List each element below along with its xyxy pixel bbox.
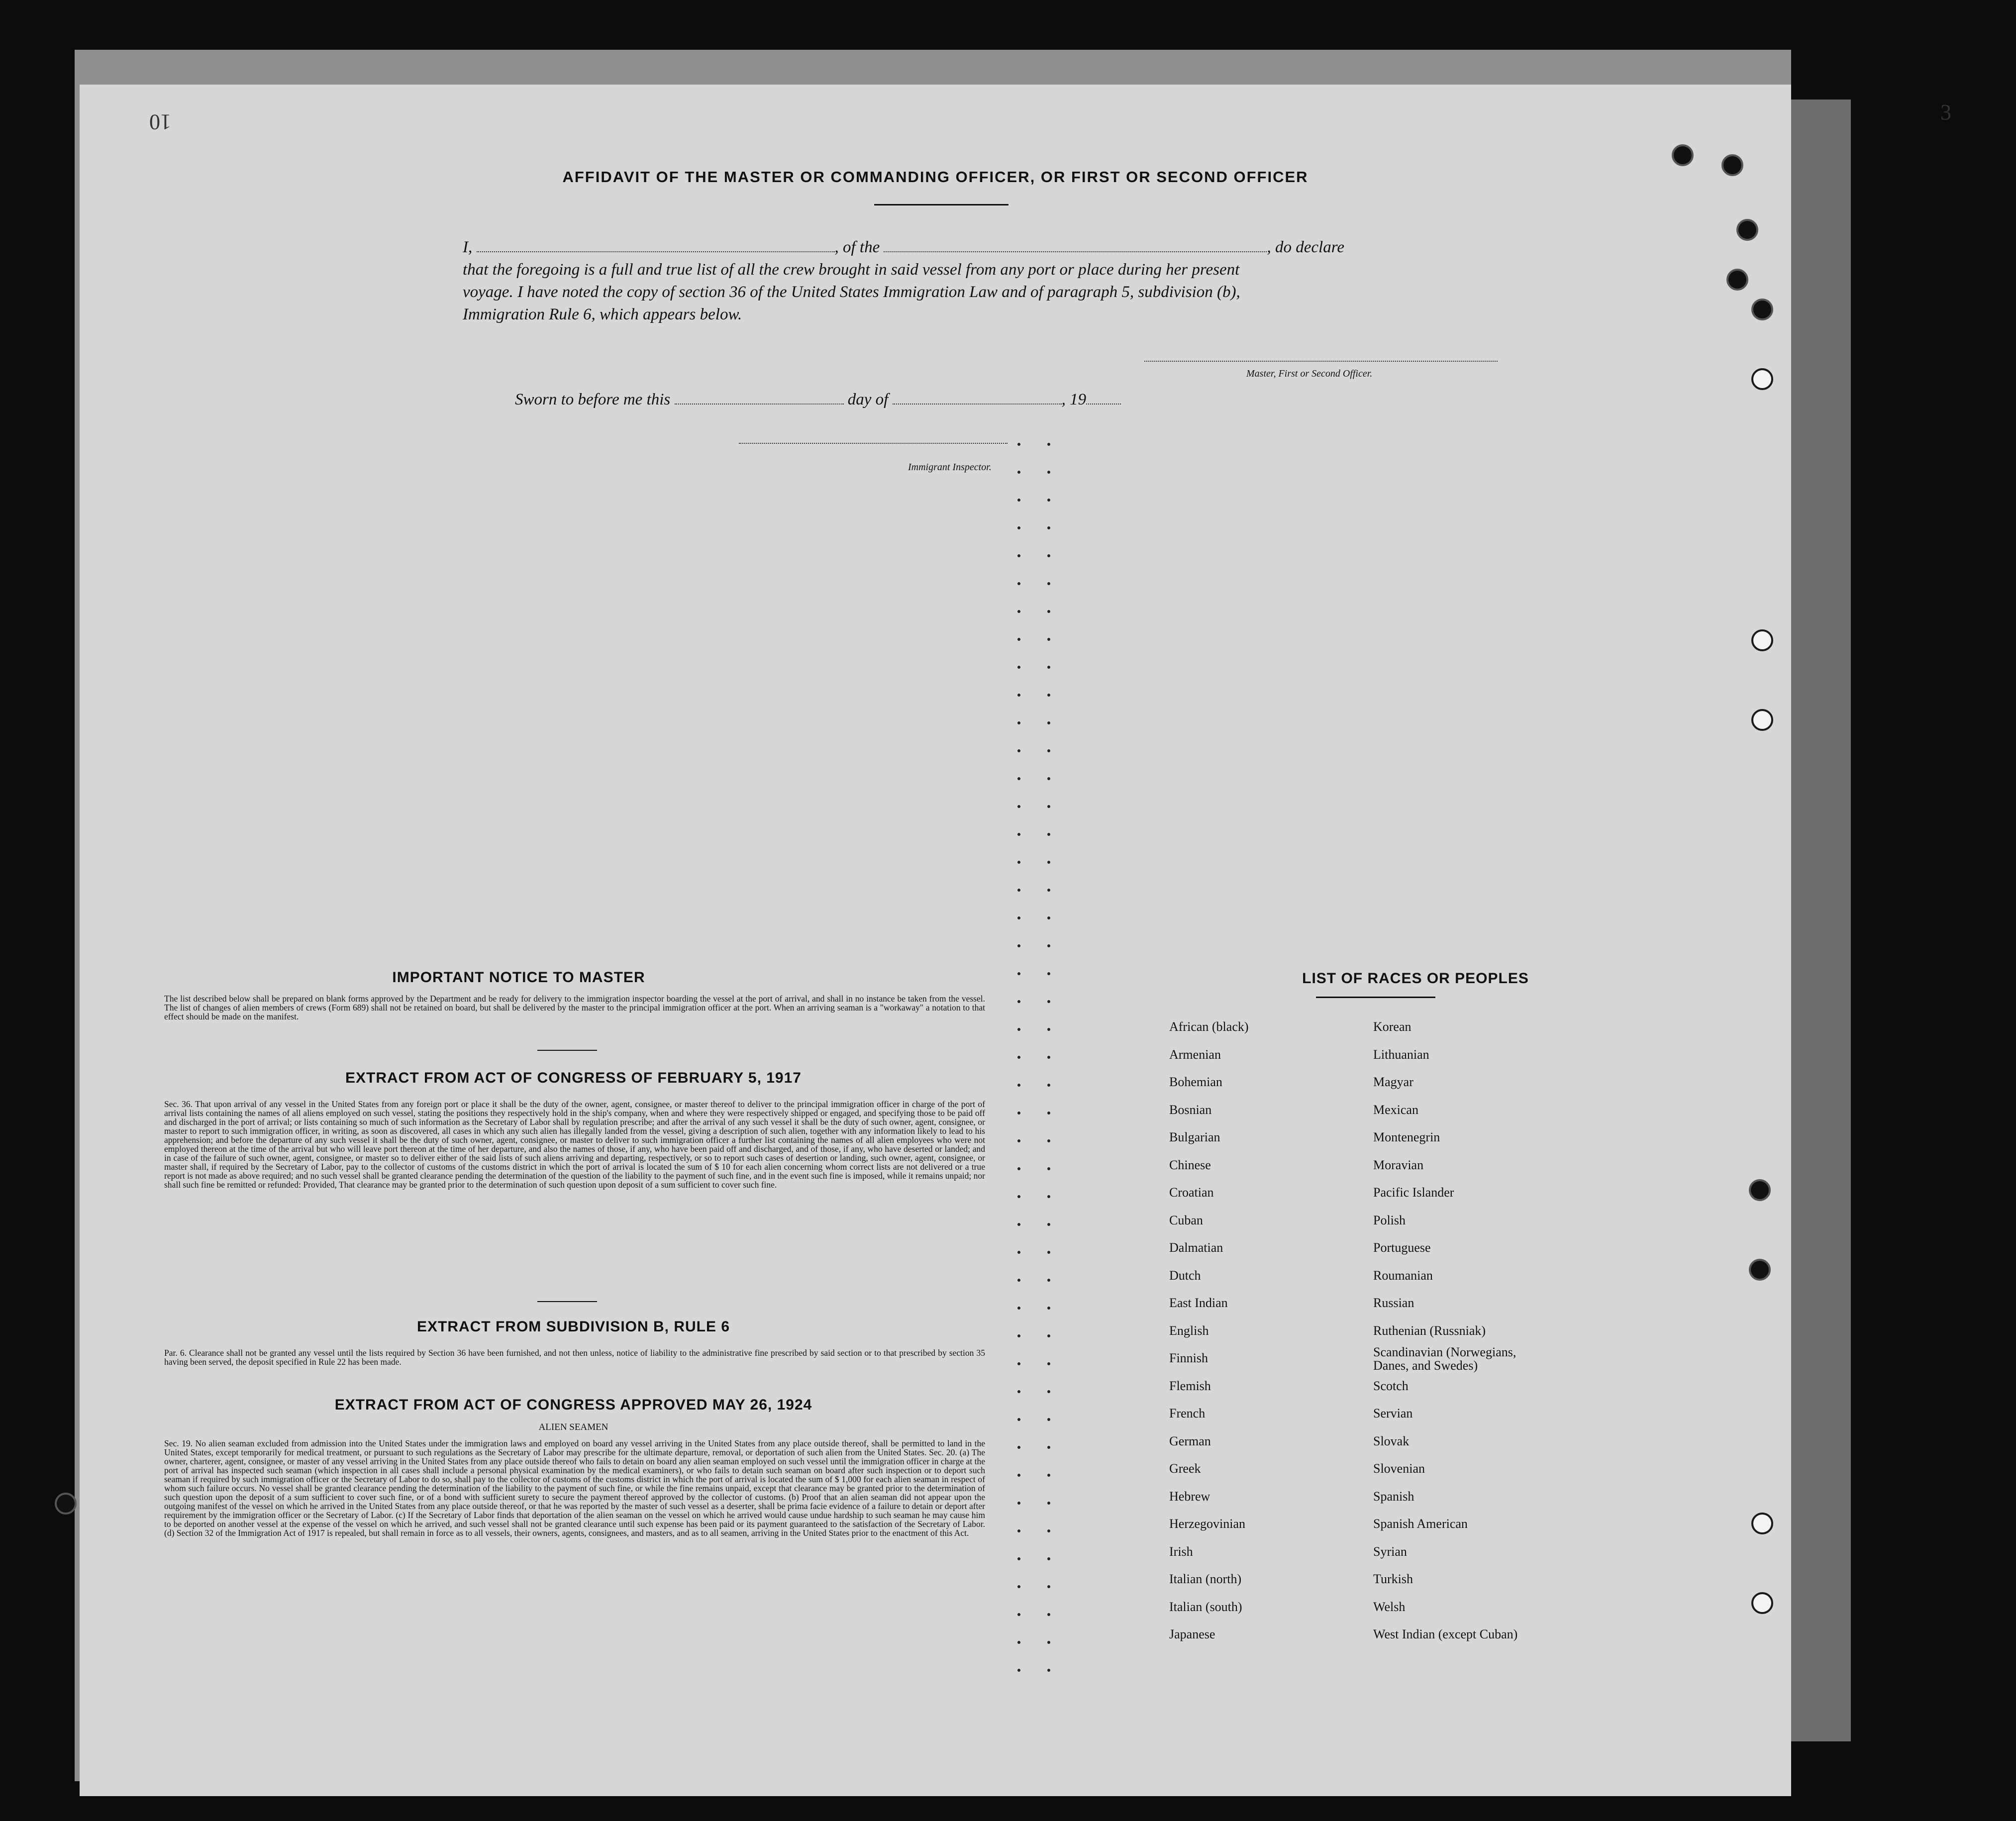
punch-hole <box>1726 269 1748 291</box>
extract-1924-title: EXTRACT FROM ACT OF CONGRESS APPROVED MAY 26, 1924 <box>334 1397 812 1413</box>
perforation-dot <box>1017 694 1020 697</box>
punch-hole <box>1751 1592 1773 1614</box>
affidavit-line-3: voyage. I have noted the copy of section 36 of the United States Immigration Law and of paragraph 5, subdivision (b), <box>463 283 1240 301</box>
affidavit-of: , of the <box>834 238 880 256</box>
race-item: Dalmatian <box>1169 1240 1223 1255</box>
perforation-dot <box>1017 1669 1020 1672</box>
punch-hole <box>1736 219 1758 241</box>
race-item: Welsh <box>1373 1599 1406 1614</box>
perforation-dot <box>1047 638 1050 641</box>
race-item: Dutch <box>1169 1268 1201 1283</box>
perforation-dot <box>1017 861 1020 864</box>
perforation-dot <box>1017 805 1020 808</box>
master-signature-line[interactable] <box>1144 361 1498 362</box>
perforation-dot <box>1017 833 1020 836</box>
affidavit-i: I, <box>463 238 473 256</box>
perforation-dot <box>1017 554 1020 557</box>
perforation-dot <box>1017 471 1020 474</box>
page-number-left: 10 <box>149 110 171 134</box>
perforation-dot <box>1047 1251 1050 1254</box>
race-item: Lithuanian <box>1373 1047 1429 1062</box>
perforation-dot <box>1047 666 1050 669</box>
rule6-body: Par. 6. Clearance shall not be granted any vessel until the lists required by Section 36 have been furnished, and not then unless, notice of liability to the administrative fine prescribed by said section or to that prescribed by section 35 having been served, the deposit specified in Rule 22 has been made. <box>164 1348 985 1367</box>
perforation-dot <box>1047 1613 1050 1616</box>
race-item: Spanish <box>1373 1489 1414 1504</box>
race-item: Chinese <box>1169 1157 1211 1172</box>
perforation-dot <box>1017 1223 1020 1226</box>
perforation-dot <box>1017 889 1020 892</box>
punch-hole <box>1751 368 1773 390</box>
race-item: Italian (north) <box>1169 1572 1242 1586</box>
race-item: Syrian <box>1373 1544 1407 1559</box>
race-item: Ruthenian (Russniak) <box>1373 1323 1486 1338</box>
perforation-dot <box>1047 1084 1050 1087</box>
perforation-dot <box>1017 1139 1020 1142</box>
perforation-dot <box>1017 1056 1020 1059</box>
perforation-dot <box>1047 499 1050 502</box>
extract-1917-title: EXTRACT FROM ACT OF CONGRESS OF FEBRUARY 5, 1917 <box>345 1070 802 1086</box>
perforation-dot <box>1047 1167 1050 1170</box>
race-item: Portuguese <box>1373 1240 1431 1255</box>
perforation-dot <box>1017 1307 1020 1310</box>
perforation-dot <box>1017 916 1020 919</box>
race-item: West Indian (except Cuban) <box>1373 1627 1518 1641</box>
day-of-text: day of <box>847 391 889 408</box>
punch-hole <box>1749 1179 1771 1201</box>
perforation-dot <box>1017 1502 1020 1505</box>
race-item: Armenian <box>1169 1047 1221 1062</box>
race-item: Russian <box>1373 1296 1414 1310</box>
race-item: Bulgarian <box>1169 1130 1220 1144</box>
perforation-dot <box>1047 554 1050 557</box>
race-item: Spanish American <box>1373 1517 1468 1531</box>
affidavit-line-1 <box>463 236 1498 258</box>
perforation-dot <box>1047 972 1050 975</box>
perforation-dot <box>1047 1362 1050 1365</box>
race-item: German <box>1169 1433 1211 1448</box>
race-item: Hebrew <box>1169 1489 1210 1504</box>
extract-1917-body: Sec. 36. That upon arrival of any vessel in the United States from any foreign port or place it shall be the duty of the owner, agent, consignee, or master thereof to deliver to the principal immigration officer in charge of the port of arrival lists containing the names of all aliens employed on such vessel, stating the positions they respectively hold in the ship's company, when and where they were respectively shipped or engaged, and specifying those to be paid off and discharged in the port of arrival; or lists containing so much of such information as the Secretary of Labor shall by regulation prescribe; and after the arrival of any such vessel it shall be the duty of such owner, agent, consignee, or master to report to such immigration officer, in writing, as soon as discovered, all cases in which any such alien has illegally landed from the vessel, giving a description of such alien, together with any information likely to lead to his apprehension; and before the departure of any such vessel it shall be the duty of such owner, agent, consignee, or master to deliver to such immigration officer a further list containing the names of all alien employees who were not employed thereon at the time of the arrival but who will leave port thereon at the time of her departure, and also the names of those, if any, who have been paid off and discharged, and of those, if any, who have deserted or landed; and in case of the failure of such owner, agent, consignee, or master so to deliver either of the said lists of such aliens arriving and departing, respectively, or so to report such cases of desertion or landing, such owner, agent, consignee, or master shall, if required by the Secretary of Labor, pay to the collector of customs of the customs district in which the port of arrival is located the sum of $ 10 for each alien concerning whom correct lists are not delivered or a true report is not made as above required; and no such vessel shall be granted clearance pending the determination of the question of the liability to the payment of such fine, and in the event such fine is imposed, while it remains unpaid; nor shall such fine be remitted or refunded: Provided, That clearance may be granted prior to the determination of such question upon deposit of a sum sufficient to cover such fine. <box>164 1099 985 1190</box>
race-item: Croatian <box>1169 1185 1214 1200</box>
race-item: Pacific Islander <box>1373 1185 1454 1200</box>
affidavit-declare: , do declare <box>1267 238 1344 256</box>
race-item: Cuban <box>1169 1213 1203 1227</box>
perforation-dot <box>1017 721 1020 724</box>
punch-hole <box>55 1493 77 1515</box>
perforation-dot <box>1047 582 1050 585</box>
perforation-dot <box>1047 1669 1050 1672</box>
perforation-dot <box>1017 1084 1020 1087</box>
race-item: English <box>1169 1323 1209 1338</box>
perforation-dot <box>1047 443 1050 446</box>
perforation-dot <box>1047 721 1050 724</box>
perforation-dot <box>1017 666 1020 669</box>
perforation-dot <box>1017 1279 1020 1282</box>
punch-hole <box>1751 299 1773 320</box>
perforation-dot <box>1017 944 1020 947</box>
race-item: Roumanian <box>1373 1268 1433 1283</box>
perforation-dot <box>1017 749 1020 752</box>
race-item: Turkish <box>1373 1572 1413 1586</box>
perforation-dot <box>1017 1028 1020 1031</box>
perforation-dot <box>1017 1641 1020 1644</box>
extract-1924-subtitle: ALIEN SEAMEN <box>538 1422 608 1432</box>
race-item: Slovak <box>1373 1433 1410 1448</box>
perforation-dot <box>1047 1000 1050 1003</box>
perforation-dot <box>1047 1474 1050 1477</box>
race-item: Mexican <box>1373 1102 1418 1117</box>
affidavit-line-4: Immigration Rule 6, which appears below. <box>463 305 742 323</box>
perforation-dot <box>1017 638 1020 641</box>
race-item: Servian <box>1373 1406 1413 1420</box>
race-item: African (black) <box>1169 1019 1249 1034</box>
perforation-dot <box>1017 499 1020 502</box>
page-number-right: 3 <box>1940 100 1951 124</box>
race-item: French <box>1169 1406 1206 1420</box>
race-item: Italian (south) <box>1169 1599 1242 1614</box>
affidavit-title: AFFIDAVIT OF THE MASTER OR COMMANDING OFFICER, OR FIRST OR SECOND OFFICER <box>562 168 1309 186</box>
perforation-dot <box>1017 526 1020 529</box>
race-item: Bosnian <box>1169 1102 1212 1117</box>
races-title: LIST OF RACES OR PEOPLES <box>1302 970 1529 987</box>
inspector-label: Immigrant Inspector. <box>908 462 992 473</box>
extract-1924-body: Sec. 19. No alien seaman excluded from admission into the United States under the immigration laws and employed on board any vessel arriving in the United States from any place outside thereof, shall be permitted to land in the United States, except temporarily for medical treatment, or pursuant to such regulations as the Secretary of Labor may prescribe for the ultimate departure, removal, or deportation of such alien from the United States. Sec. 20. (a) The owner, charterer, agent, consignee, or master of any vessel arriving in the United States from any place outside thereof who fails to detain on board any alien seaman employed on such vessel until the immigration officer in charge at the port of arrival has inspected such seaman (which inspection in all cases shall include a personal physical examination by the medical examiners), or who fails to detain such seaman on board after such inspection or to deport such seaman if required by such immigration officer or the Secretary of Labor to do so, shall pay to the collector of customs of the customs district in which the port of arrival is located the sum of $ 1,000 for each alien seaman in respect of whom such failure occurs. No vessel shall be granted clearance pending the determination of the liability to the payment of such fine, or while the fine remains unpaid, except that clearance may be granted prior to the determination of such question upon the deposit of a sum sufficient to cover such fine, or of a bond with sufficient surety to secure the payment thereof approved by the collector of customs. (b) Proof that an alien seaman did not appear upon the outgoing manifest of the vessel on which he arrived in the United States from any place outside thereof, or that he was reported by the master of such vessel as a deserter, shall be prima facie evidence of a failure to detain or deport after requirement by the immigration officer or the Secretary of Labor. (c) If the Secretary of Labor finds that deportation of the alien seaman on the vessel on which he arrived would cause undue hardship to such seaman he may cause him to be deported on another vessel at the expense of the vessel on which he arrived, and such vessel shall not be granted clearance until such expense has been paid or its payment guaranteed to the satisfaction of the Secretary of Labor. (d) Section 32 of the Immigration Act of 1917 is repealed, but shall remain in force as to all vessels, their owners, agents, consignees, and masters, and as to all seamen, arriving in the United States prior to the enactment of this Act. <box>164 1438 985 1538</box>
perforation-dot <box>1017 1418 1020 1421</box>
rule6-title: EXTRACT FROM SUBDIVISION B, RULE 6 <box>416 1318 730 1335</box>
race-item: Scotch <box>1373 1378 1409 1393</box>
day-blank[interactable] <box>675 391 844 405</box>
perforation-dot <box>1047 1223 1050 1226</box>
perforation-dot <box>1017 1112 1020 1114</box>
name-blank[interactable] <box>477 238 835 252</box>
section-rule <box>537 1301 597 1302</box>
perforation-dot <box>1047 749 1050 752</box>
race-item: Moravian <box>1373 1157 1424 1172</box>
title-rule <box>874 204 1008 205</box>
perforation-dot <box>1017 1000 1020 1003</box>
punch-hole <box>1672 144 1694 166</box>
race-item: Slovenian <box>1373 1461 1425 1476</box>
perforation-dot <box>1047 944 1050 947</box>
perforation-dot <box>1047 1390 1050 1393</box>
perforation-dot <box>1017 972 1020 975</box>
perforation-dot <box>1017 1557 1020 1560</box>
notice-title: IMPORTANT NOTICE TO MASTER <box>392 969 645 986</box>
sworn-text: Sworn to before me this <box>515 391 671 408</box>
perforation-dot <box>1047 833 1050 836</box>
race-item: Finnish <box>1169 1351 1209 1365</box>
perforation-dot <box>1017 1446 1020 1449</box>
perforation-dot <box>1017 1390 1020 1393</box>
perforation-dot <box>1047 1112 1050 1114</box>
race-item: East Indian <box>1169 1296 1228 1310</box>
perforation-dot <box>1017 1167 1020 1170</box>
sworn-line <box>515 391 1121 409</box>
affidavit-line-2: that the foregoing is a full and true list of all the crew brought in said vessel from any port or place during her present <box>463 261 1240 279</box>
perforation-dot <box>1047 1585 1050 1588</box>
perforation-dot <box>1047 1334 1050 1337</box>
notice-body: The list described below shall be prepared on blank forms approved by the Department and be ready for delivery to the immigration inspector boarding the vessel at the port of arrival, and shall in no instance be taken from the vessel. The list of changes of alien members of crews (Form 689) shall not be retained on board, but shall be delivered by the master to the principal immigration officer at the port. When an arriving seaman is a "workaway" a notation to that effect should be made on the manifest. <box>164 994 985 1021</box>
perforation-dot <box>1047 1307 1050 1310</box>
punch-hole <box>1749 1259 1771 1281</box>
race-item: Polish <box>1373 1213 1406 1227</box>
perforation-dot <box>1047 889 1050 892</box>
vessel-blank[interactable] <box>884 238 1267 252</box>
perforation-dot <box>1017 1613 1020 1616</box>
perforation-dot <box>1047 610 1050 613</box>
perforation-dot <box>1047 1139 1050 1142</box>
perforation-dot <box>1047 471 1050 474</box>
race-item: Magyar <box>1373 1075 1413 1089</box>
perforation-dot <box>1047 1529 1050 1532</box>
perforation-dot <box>1047 1195 1050 1198</box>
perforation-dot <box>1017 582 1020 585</box>
perforation-dot <box>1047 1418 1050 1421</box>
perforation-dot <box>1017 1585 1020 1588</box>
race-item: Greek <box>1169 1461 1201 1476</box>
perforation-dot <box>1017 1251 1020 1254</box>
race-item: Irish <box>1169 1544 1193 1559</box>
perforation-dot <box>1047 1446 1050 1449</box>
perforation-dot <box>1047 1279 1050 1282</box>
perforation-dot <box>1047 1641 1050 1644</box>
perforation-dot <box>1047 777 1050 780</box>
inspector-signature-line[interactable] <box>739 443 1008 444</box>
perforation-dot <box>1017 610 1020 613</box>
perforation-dot <box>1017 777 1020 780</box>
race-item: Flemish <box>1169 1378 1211 1393</box>
races-rule <box>1316 997 1435 998</box>
punch-hole <box>1751 709 1773 731</box>
master-label: Master, First or Second Officer. <box>1246 368 1373 379</box>
perforation-dot <box>1047 694 1050 697</box>
perforation-dot <box>1047 805 1050 808</box>
perforation-dot <box>1017 1195 1020 1198</box>
perforation-dot <box>1047 1028 1050 1031</box>
race-item: Korean <box>1373 1019 1411 1034</box>
punch-hole <box>1751 1513 1773 1534</box>
perforation-dot <box>1047 1557 1050 1560</box>
perforation-dot <box>1017 443 1020 446</box>
year-text: , 19 <box>1061 391 1087 408</box>
punch-hole <box>1751 629 1773 651</box>
race-item: Japanese <box>1169 1627 1215 1641</box>
perforation-dot <box>1047 526 1050 529</box>
race-item: Scandinavian (Norwegians, Danes, and Swedes) <box>1373 1345 1516 1373</box>
manifest-page <box>80 85 1951 1796</box>
perforation-dot <box>1047 916 1050 919</box>
month-blank[interactable] <box>893 391 1062 405</box>
perforation-dot <box>1047 1502 1050 1505</box>
perforation-dot <box>1017 1529 1020 1532</box>
race-item: Herzegovinian <box>1169 1517 1246 1531</box>
perforation-dot <box>1017 1362 1020 1365</box>
year-blank[interactable] <box>1086 391 1121 405</box>
perforation-dot <box>1047 861 1050 864</box>
race-item: Bohemian <box>1169 1075 1222 1089</box>
perforation-dot <box>1047 1056 1050 1059</box>
section-rule <box>537 1050 597 1051</box>
perforation-dot <box>1017 1474 1020 1477</box>
perforation-dot <box>1017 1334 1020 1337</box>
race-item: Montenegrin <box>1373 1130 1440 1144</box>
